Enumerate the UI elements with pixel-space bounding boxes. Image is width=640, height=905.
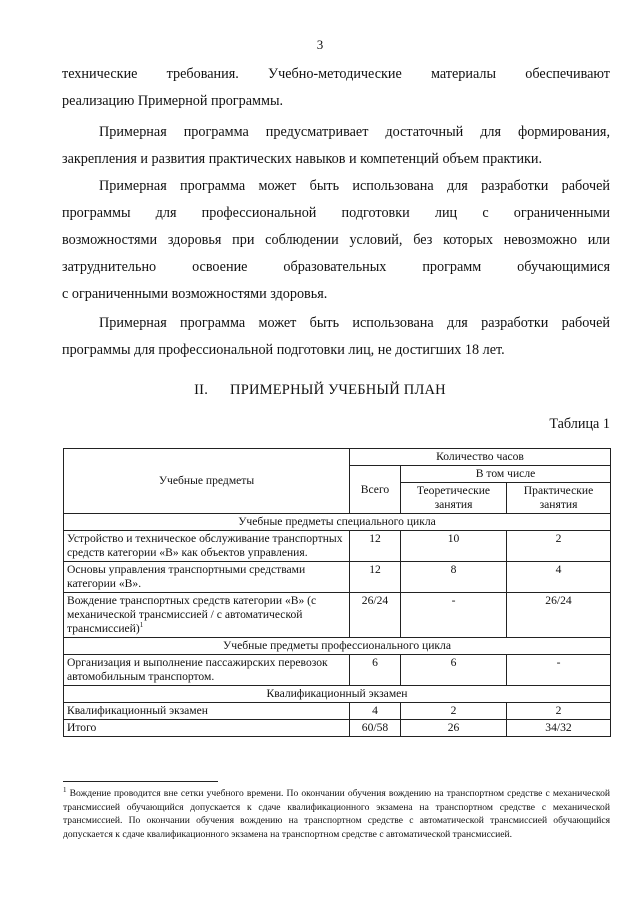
table-label: Таблица 1 <box>549 416 610 432</box>
paragraph-line: Примерная программа предусматривает достаточный для формирования, <box>99 124 610 140</box>
total-cell: 12 <box>350 531 401 562</box>
table-row <box>64 562 611 593</box>
page-number: 3 <box>316 37 324 52</box>
total-cell: 12 <box>350 562 401 593</box>
paragraph-line: реализацию Примерной программы. <box>62 93 284 109</box>
total-cell: 6 <box>350 655 401 686</box>
section-heading <box>0 382 640 399</box>
paragraph-line: закрепления и развития практических навыков и компетенций объем практики. <box>62 151 543 167</box>
table-section-row <box>64 686 611 703</box>
total-cell: 60/58 <box>350 720 401 737</box>
header-including: В том числе <box>401 466 611 483</box>
practice-cell: 2 <box>507 531 611 562</box>
paragraph-line: Примерная программа может быть использована для разработки рабочей <box>99 178 610 194</box>
footnote-text: Вождение проводится вне сетки учебного времени. По окончании обучения вождению на транспортном средстве с механической трансмиссией обучающийся допускается к сдаче квалификационного экзамена на транспортном средстве с механической трансмиссией. По окончании обучения вождению на транспортном средстве с автоматической трансмиссией обучающийся допускается к сдаче квалификационного экзамена на транспортном средстве с автоматической трансмиссией. <box>63 788 610 840</box>
footnote <box>63 787 610 841</box>
subject-cell: Устройство и техническое обслуживание транспортных средств категории «В» как объектов управления. <box>64 531 350 562</box>
footnote-mark: 1 <box>63 785 67 794</box>
total-cell: 26/24 <box>350 593 401 638</box>
subject-cell: Основы управления транспортными средствами категории «В». <box>64 562 350 593</box>
subject-cell <box>64 593 350 638</box>
practice-cell: 34/32 <box>507 720 611 737</box>
section-title-cell: Учебные предметы специального цикла <box>64 514 611 531</box>
table-header-row <box>64 449 611 466</box>
paragraph-line: Примерная программа может быть использована для разработки рабочей <box>99 315 610 331</box>
theory-cell: 26 <box>401 720 507 737</box>
header-total: Всего <box>350 466 401 514</box>
footnote-ref: 1 <box>139 621 144 630</box>
table-section-row <box>64 638 611 655</box>
header-practice: Практические занятия <box>507 483 611 514</box>
theory-cell: - <box>401 593 507 638</box>
table-row <box>64 655 611 686</box>
header-theory: Теоретические занятия <box>401 483 507 514</box>
paragraph-line: технические требования. Учебно-методические материалы обеспечивают <box>62 66 610 82</box>
practice-cell: 2 <box>507 703 611 720</box>
subject-cell: Организация и выполнение пассажирских перевозок автомобильным транспортом. <box>64 655 350 686</box>
paragraph-line: с ограниченными возможностями здоровья. <box>62 286 328 302</box>
footnote-rule <box>63 781 218 782</box>
section-title: ПРИМЕРНЫЙ УЧЕБНЫЙ ПЛАН <box>230 382 446 398</box>
theory-cell: 2 <box>401 703 507 720</box>
table-row <box>64 531 611 562</box>
section-number: II. <box>194 382 209 398</box>
subject-cell: Квалификационный экзамен <box>64 703 350 720</box>
theory-cell: 10 <box>401 531 507 562</box>
curriculum-table <box>63 448 611 737</box>
total-cell: 4 <box>350 703 401 720</box>
paragraph-line: программы для профессиональной подготовки лиц с ограниченными <box>62 205 610 221</box>
paragraph-line: возможностями здоровья при соблюдении условий, без которых невозможно или <box>62 232 610 248</box>
header-subjects: Учебные предметы <box>64 449 350 514</box>
practice-cell: 26/24 <box>507 593 611 638</box>
practice-cell: 4 <box>507 562 611 593</box>
header-hours: Количество часов <box>350 449 611 466</box>
table-row <box>64 593 611 638</box>
practice-cell: - <box>507 655 611 686</box>
subject-cell: Итого <box>64 720 350 737</box>
paragraph-line: затруднительно освоение образовательных программ обучающимися <box>62 259 610 275</box>
subject-text: Вождение транспортных средств категории «В» (с механической трансмиссией / с автоматической трансмиссией) <box>67 594 317 635</box>
section-title-cell: Квалификационный экзамен <box>64 686 611 703</box>
paragraph-line: программы для профессиональной подготовки лиц, не достигших 18 лет. <box>62 342 505 358</box>
theory-cell: 8 <box>401 562 507 593</box>
table-total-row <box>64 720 611 737</box>
table-section-row <box>64 514 611 531</box>
section-title-cell: Учебные предметы профессионального цикла <box>64 638 611 655</box>
table-row <box>64 703 611 720</box>
theory-cell: 6 <box>401 655 507 686</box>
